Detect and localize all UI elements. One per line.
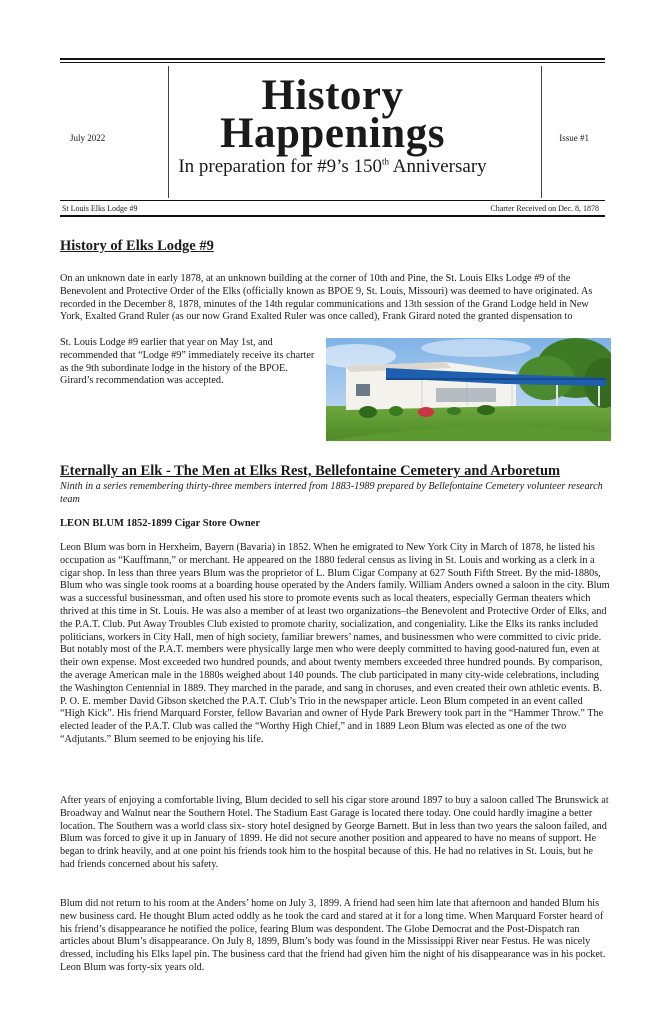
history-paragraph: On an unknown date in early 1878, at an unknown building at the corner of 10th and Pine, the St. Louis Elks Lodge #9 of the Benevolent and Protective Order of the Elks (officially known as BPOE 9, St. Louis, Missouri) was deemed to have originated. As recorded in the December 8, 1878, minutes of the 14th regular communications and 13th session of the Grand Lodge held in New York, Exalted Grand Ruler (as our now Grand Exalted Ruler was once called), Frank Girard noted the granted dispensation to: [60, 273, 593, 323]
section-heading-history: History of Elks Lodge #9: [60, 238, 214, 254]
left-divider: [168, 66, 169, 198]
bottom-rule: [60, 215, 605, 217]
blum-paragraph-3: Blum did not return to his room at the Anders’ home on July 3, 1899. A friend had seen him late that afternoon and handed Blum his new business card. He thought Blum acted oddly as he took the card and stared at it for a long time. When Marquard Forster heard of his friend’s disappearance he notified the police, fearing Blum was despondent. The Globe Democrat and the Post-Dispatch ran articles about Blum’s disappearance. On July 8, 1899, Blum’s body was found in the Mississippi River near Festus. He was nicely dressed, including his Elks lapel pin. The business card that the friend had given him the night of his disappearance was in his pocket. Leon Blum was forty-six years old.: [60, 898, 606, 973]
series-subtitle: Ninth in a series remembering thirty-three members interred from 1883-1989 prepared by Bellefontaine Cemetery volunteer research team: [60, 481, 603, 505]
masthead: [60, 58, 605, 214]
blum-paragraph-2: After years of enjoying a comfortable living, Blum decided to sell his cigar store around 1897 to buy a saloon called The Brunswick at Broadway and Walnut near the Southern Hotel. The Stadium East Garage is located there today. One could hardly imagine a better location. The Southern was a world class six- story hotel designed by George Barnett. But in less than two years the saloon failed, and Blum was forced to give it up in January of 1899. He did not secure another position and appeared to have no means of support. He began to drink heavily, and at one point his friends took him to the hospital because of this. He had no relatives in St. Louis, but he had friends concerned about his safety.: [60, 795, 609, 870]
masthead-subtitle: In preparation for #9’s 150th Anniversary: [178, 156, 487, 177]
person-heading: LEON BLUM 1852-1899 Cigar Store Owner: [60, 518, 260, 529]
title-line-1: History: [261, 72, 404, 119]
issue-number: Issue #1: [559, 133, 589, 143]
charter-date: Charter Received on Dec. 8, 1878: [490, 204, 599, 213]
history-paragraph-continued: St. Louis Lodge #9 earlier that year on May 1st, and recommended that “Lodge #9” immediately receive its charter as the 9th subordinate lodge in the history of the BPOE. Girard’s recommendation was accepted.: [60, 337, 315, 387]
title-line-2: Happenings: [220, 110, 445, 157]
lodge-name: St Louis Elks Lodge #9: [62, 204, 138, 213]
top-rule-thin: [60, 62, 605, 63]
lodge-building-photo: [326, 338, 611, 441]
right-divider: [541, 66, 542, 198]
lodge-photo-illustration: [326, 338, 611, 441]
blum-paragraph-1: Leon Blum was born in Herxheim, Bayern (Bavaria) in 1852. When he emigrated to New York City in March of 1878, he listed his occupation as “Kauffmann,” or merchant. He appeared on the 1880 federal census as living in St. Louis and working as a clerk in a cigar shop. In less than three years Blum was the proprietor of L. Blum Cigar Company at 627 South Fifth Street. By the mid-1880s, Blum who was single took rooms at a boarding house operated by the Anders family. William Anders owned a saloon in the city. Blum was a successful businessman, and often used his store to promote events such as local theaters, especially German theaters which thrived at this time in St. Louis. He was also a member of at least two organizations–the Benevolent and Protective Order of Elks, and the P.A.T. Club. Put Away Troubles Club existed to promote charity, socialization, and congeniality. Like the Elks its ranks included politicians, workers in City Hall, men of high society, familiar brewers’ names, and businessmen who were committed to civic pride. But notably most of the P.A.T. members were physically large men who were deeply committed to having good-natured fun, even at their own expense. Most exceeded two hundred pounds, and about twenty members exceeded three hundred pounds. By comparison, the average American male in the 1880s weighed about 140 pounds. The club participated in many city-wide celebrations, including the Washington Centennial in 1889. They marched in the parade, and sang in choruses, and even created their own athletic events. B. P. O. E. member David Gibson sketched the P.A.T. Club’s Trio in the newspaper article. Leon Blum competed in an event called “High Kick”. His friend Marquard Forster, fellow Bavarian and owner of Hyde Park Brewery took part in the “Hammer Throw.” The elected leader of the P.A.T. Club was called the “Worthy High Chief,” and in 1889 Leon Blum was elected as one of the two “Adjutants.” Blum seemed to be enjoying his life.: [60, 542, 610, 745]
section-heading-eternally-an-elk: Eternally an Elk - The Men at Elks Rest, Bellefontaine Cemetery and Arboretum: [60, 463, 561, 479]
top-rule: [60, 58, 605, 60]
mid-rule: [60, 200, 605, 201]
issue-date: July 2022: [70, 133, 106, 143]
